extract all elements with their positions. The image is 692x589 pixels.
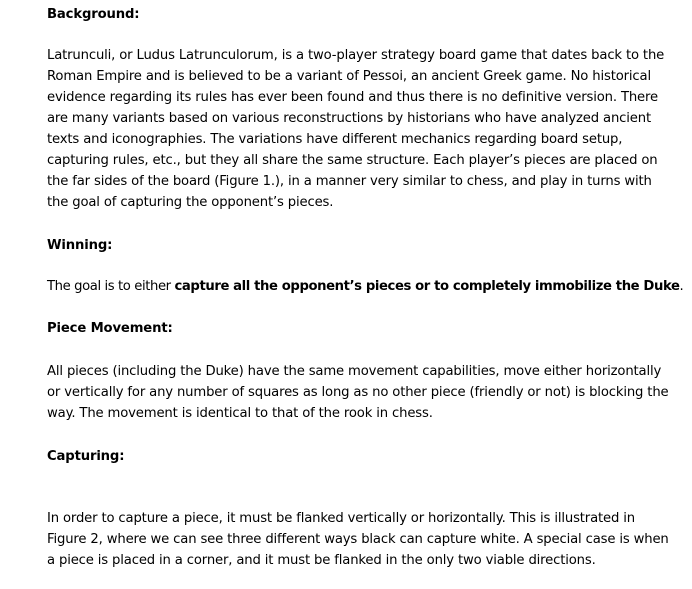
- paragraph-line: All pieces (including the Duke) have the same movement capabilities, move either horizontally: [47, 364, 662, 379]
- paragraph-line: Roman Empire and is believed to be a variant of Pessoi, an ancient Greek game. No historical: [47, 69, 651, 84]
- background-heading: Background:: [47, 7, 140, 22]
- paragraph-line: Figure 2, where we can see three different ways black can capture white. A special case is when: [47, 532, 669, 547]
- winning-paragraph: [47, 276, 683, 297]
- paragraph-line: capturing rules, etc., but they all share the same structure. Each player’s pieces are placed on: [47, 153, 658, 168]
- winning-period: .: [679, 279, 684, 294]
- paragraph-line: texts and iconographies. The variations have different mechanics regarding board setup,: [47, 132, 623, 147]
- paragraph-line: or vertically for any number of squares as long as no other piece (friendly or not) is blocking the: [47, 385, 669, 400]
- winning-heading: Winning:: [47, 238, 113, 253]
- paragraph-line: Latrunculi, or Ludus Latrunculorum, is a two-player strategy board game that dates back to the: [47, 48, 665, 63]
- paragraph-line: In order to capture a piece, it must be flanked vertically or horizontally. This is illustrated in: [47, 511, 635, 526]
- paragraph-line: way. The movement is identical to that of the rook in chess.: [47, 406, 433, 421]
- capturing-heading: Capturing:: [47, 449, 125, 464]
- paragraph-line: a piece is placed in a corner, and it must be flanked in the only two viable directions.: [47, 553, 596, 568]
- winning-condition-bold: capture all the opponent’s pieces or to completely immobilize the Duke: [174, 279, 680, 294]
- paragraph-line: are many variants based on various reconstructions by historians who have analyzed ancient: [47, 111, 651, 126]
- movement-heading: Piece Movement:: [47, 321, 173, 336]
- paragraph-line: the far sides of the board (Figure 1.), in a manner very similar to chess, and play in turns with: [47, 174, 652, 189]
- paragraph-line: the goal of capturing the opponent’s pieces.: [47, 195, 334, 210]
- paragraph-line: evidence regarding its rules has ever been found and thus there is no definitive version. There: [47, 90, 658, 105]
- winning-text: The goal is to either: [47, 279, 175, 294]
